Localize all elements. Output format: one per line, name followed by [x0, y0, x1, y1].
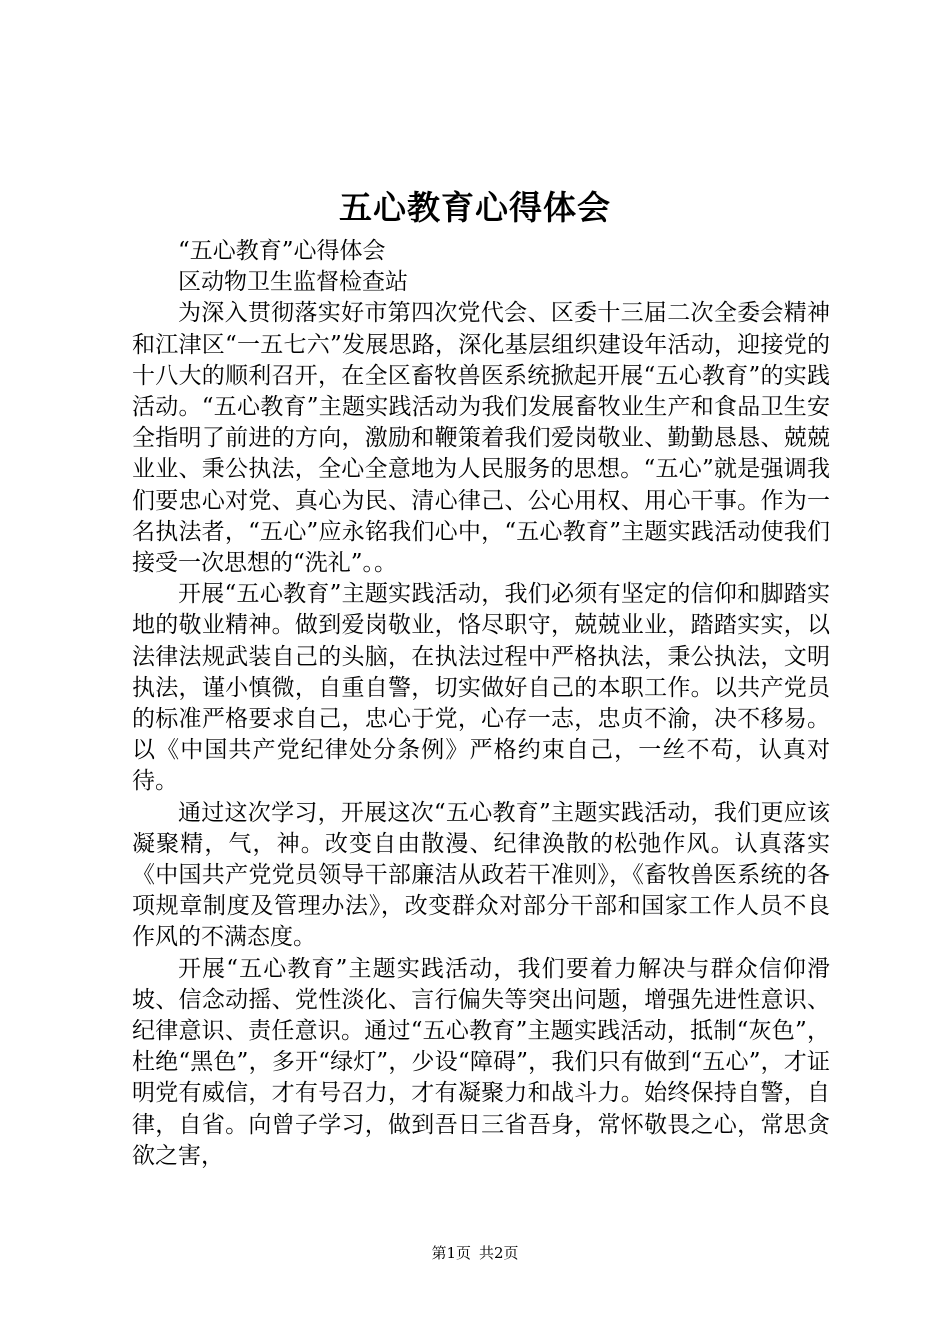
page-footer [0, 1243, 950, 1263]
body-paragraph: 通过这次学习，开展这次“五心教育”主题实践活动，我们更应该凝聚精，气，神。改变自由散漫、纪律涣散的松弛作风。认真落实《中国共产党党员领导干部廉洁从政若干准则》，《畜牧兽医系统的各项规章制度及管理办法》，改变群众对部分干部和国家工作人员不良作风的不满态度。 [132, 799, 830, 951]
subtitle-line: “五心教育”心得体会 [178, 238, 386, 264]
body-paragraph: 开展“五心教育”主题实践活动，我们必须有坚定的信仰和脚踏实地的敬业精神。做到爱岗敬业，恪尽职守，兢兢业业，踏踏实实，以法律法规武装自己的头脑，在执法过程中严格执法，秉公执法，文明执法，谨小慎微，自重自警，切实做好自己的本职工作。以共产党员的标准严格要求自己，忠心于党，心存一志，忠贞不渝，决不移易。以《中国共产党纪律处分条例》严格约束自己，一丝不苟，认真对待。 [132, 581, 830, 795]
body-paragraph: 开展“五心教育”主题实践活动，我们要着力解决与群众信仰滑坡、信念动摇、党性淡化、言行偏失等突出问题，增强先进性意识、纪律意识、责任意识。通过“五心教育”主题实践活动，抵制“灰色”，杜绝“黑色”，多开“绿灯”，少设“障碍”，我们只有做到“五心”，才证明党有威信，才有号召力，才有凝聚力和战斗力。始终保持自警，自律，自省。向曾子学习，做到吾日三省吾身，常怀敬畏之心，常思贪欲之害， [132, 955, 830, 1169]
page-total: 共2页 [479, 1244, 519, 1262]
document-body [132, 236, 830, 1172]
author-line: 区动物卫生监督检查站 [178, 269, 408, 296]
body-paragraph: 为深入贯彻落实好市第四次党代会、区委十三届二次全委会精神和江津区“一五七六”发展思路，深化基层组织建设年活动，迎接党的十八大的顺利召开，在全区畜牧兽医系统掀起开展“五心教育”的实践活动。“五心教育”主题实践活动为我们发展畜牧业生产和食品卫生安全指明了前进的方向，激励和鞭策着我们爱岗敬业、勤勤恳恳、兢兢业业、秉公执法，全心全意地为人民服务的思想。“五心”就是强调我们要忠心对党、真心为民、清心律己、公心用权、用心干事。作为一名执法者，“五心”应永铭我们心中，“五心教育”主题实践活动使我们接受一次思想的“洗礼”。。 [132, 300, 830, 577]
page-number: 第1页 [431, 1244, 471, 1262]
document-title: 五心教育心得体会 [339, 188, 611, 227]
